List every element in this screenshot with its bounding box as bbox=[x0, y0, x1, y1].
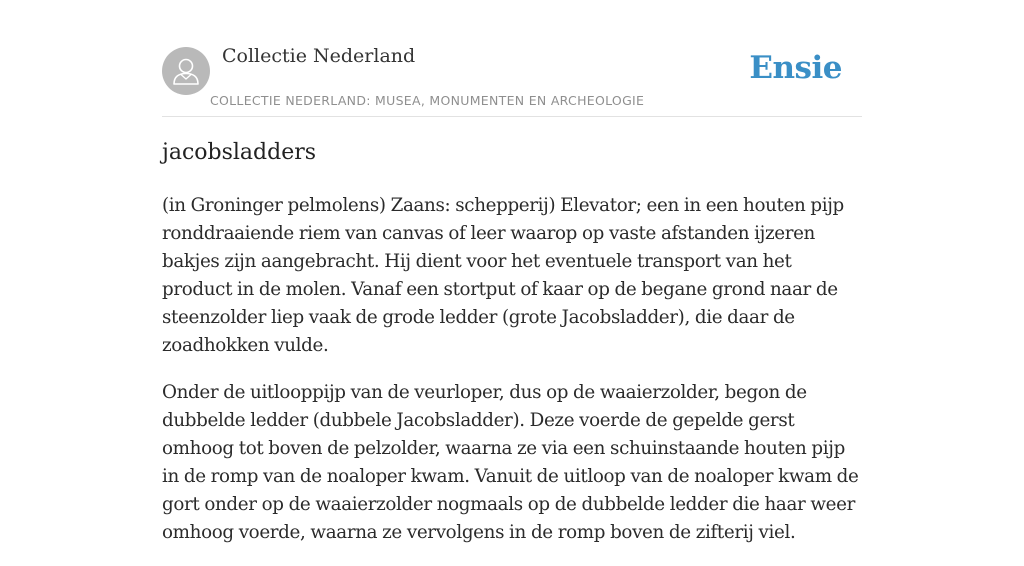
avatar[interactable] bbox=[162, 47, 210, 95]
page-title: jacobsladders bbox=[162, 140, 317, 165]
author-name[interactable]: Collectie Nederland bbox=[222, 45, 416, 67]
brand-logo[interactable]: Ensie bbox=[749, 50, 842, 86]
paragraph: (in Groninger pelmolens) Zaans: schepperij) Elevator; een in een houten pijp ronddraaiende riem van canvas of leer waarop op vaste afstanden ijzeren bakjes zijn aangebracht. Hij dient voor het eventuele transport van het product in de molen. Vanaf een stortput of kaar op de begane grond naar de steenzolder liep vaak de grode ledder (grote Jacobsladder), die daar de zoadhokken vulde. bbox=[162, 195, 844, 356]
article-body bbox=[162, 192, 862, 566]
header bbox=[162, 0, 862, 117]
paragraph: Onder de uitlooppijp van de veurloper, dus op de waaierzolder, begon de dubbelde ledder (dubbele Jacobsladder). Deze voerde de gepelde gerst omhoog tot boven de pelzolder, waarna ze via een schuinstaande houten pijp in de romp van de noaloper kwam. Vanuit de uitloop van de noaloper kwam de gort onder op de waaierzolder nogmaals op de dubbelde ledder die haar weer omhoog voerde, waarna ze vervolgens in de romp boven de zifterij viel. bbox=[162, 382, 859, 543]
author-subtitle: COLLECTIE NEDERLAND: MUSEA, MONUMENTEN EN ARCHEOLOGIE bbox=[210, 93, 645, 108]
user-icon bbox=[162, 47, 210, 95]
